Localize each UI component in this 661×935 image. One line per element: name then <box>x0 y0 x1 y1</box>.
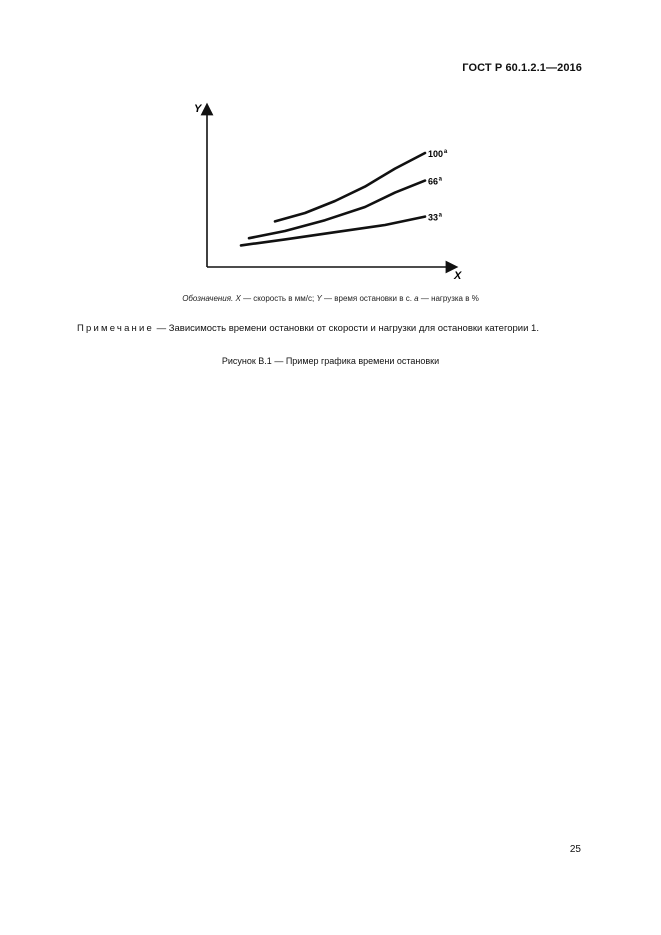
series-line-33 <box>241 217 425 246</box>
series-label-66: 66 <box>428 176 439 187</box>
series-label-superscript-100: a <box>443 149 448 155</box>
x-axis-label: X <box>454 270 462 282</box>
note-label: Примечание <box>77 323 154 334</box>
figure-caption: Рисунок В.1 — Пример графика времени остановки <box>221 356 440 366</box>
series-label-33: 33 <box>428 212 439 223</box>
standard-code-header: ГОСТ Р 60.1.2.1—2016 <box>462 62 582 74</box>
legend-a-text: — нагрузка в % <box>420 294 479 303</box>
series-label-superscript-66: a <box>438 176 442 183</box>
figure-note <box>77 323 597 334</box>
legend-x-text: — скорость в мм/с; <box>243 294 315 303</box>
stopping-time-chart <box>180 95 480 285</box>
y-axis-label: Y <box>194 103 202 115</box>
legend-y-symbol: Y <box>316 294 322 303</box>
legend-note <box>0 294 661 303</box>
legend-a-symbol: a <box>414 294 419 303</box>
legend-x-symbol: X <box>235 294 241 303</box>
legend-prefix: Обозначения. <box>182 294 234 303</box>
series-label-superscript-33: a <box>438 212 442 219</box>
series-line-66 <box>249 181 425 239</box>
series-label-100: 100 <box>428 149 444 159</box>
note-text: — Зависимость времени остановки от скорости и нагрузки для остановки категории 1. <box>154 323 539 334</box>
legend-y-text: — время остановки в с. <box>324 294 412 303</box>
page-number: 25 <box>569 844 581 855</box>
